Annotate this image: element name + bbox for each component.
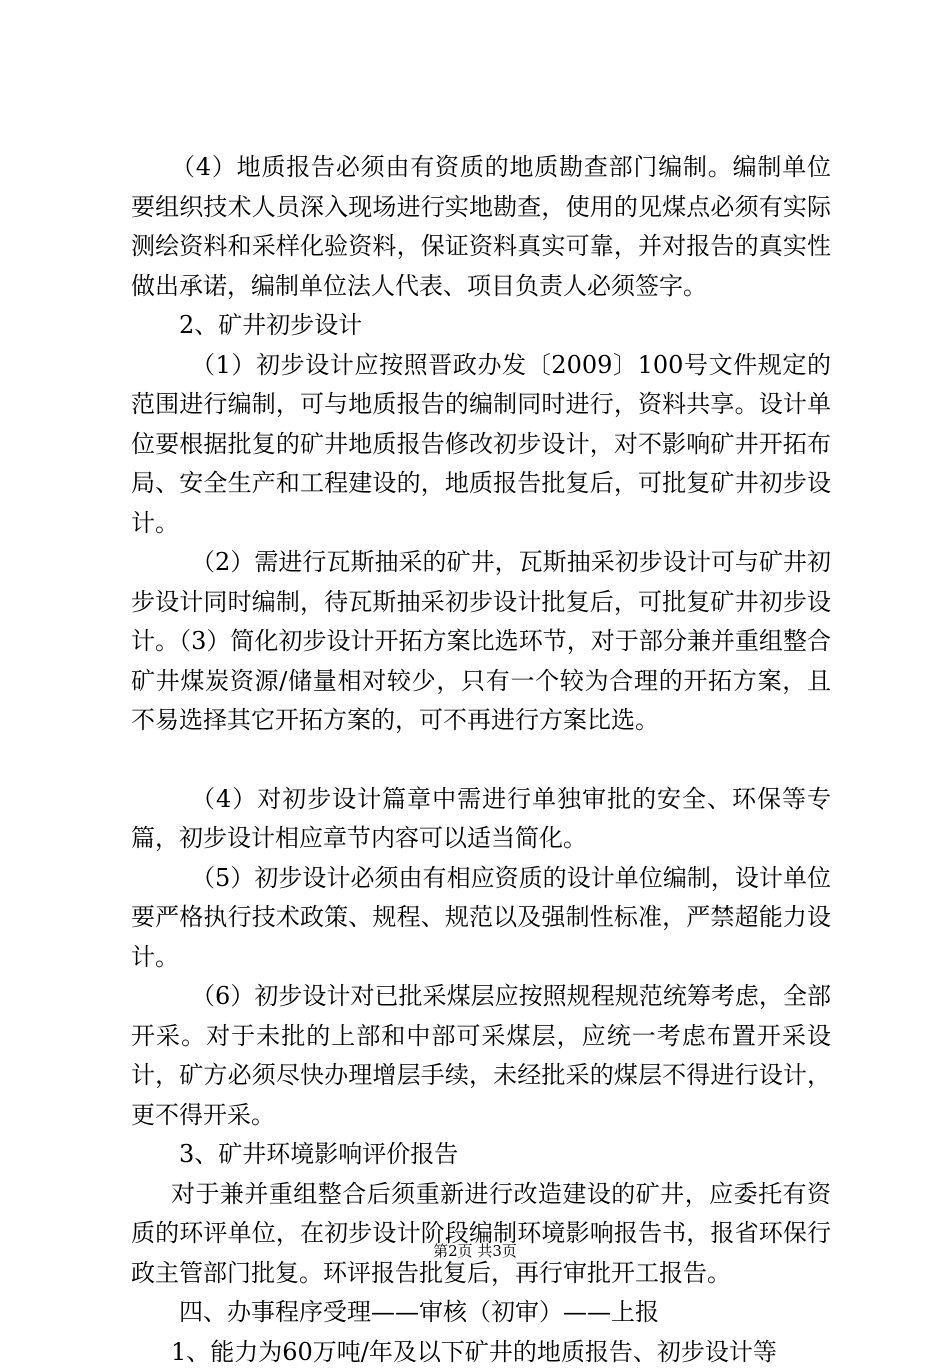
paragraph-coal-seam-mining: （6）初步设计对已批采煤层应按照规程规范统筹考虑，全部开采。对于未批的上部和中部可采煤层，应统一考虑布置开采设计，矿方必须尽快办理增层手续，未经批采的煤层不得进行设计，更不得开采。 [131,977,831,1135]
paragraph-special-chapters: （4）对初步设计篇章中需进行单独审批的安全、环保等专篇，初步设计相应章节内容可以适当简化。 [131,780,831,859]
section-heading-environmental-assessment: 3、矿井环境影响评价报告 [131,1135,831,1175]
paragraph-environmental-assessment: 对于兼并重组整合后须重新进行改造建设的矿井，应委托有资质的环评单位，在初步设计阶段编制环境影响报告书，报省环保行政主管部门批复。环评报告批复后，再行审批开工报告。 [131,1175,831,1294]
paragraph-capacity-60wt: 1、能力为60万吨/年及以下矿井的地质报告、初步设计等 [131,1333,831,1372]
page-number-footer: 第2页 共3页 [0,1241,950,1261]
section-heading-procedure: 四、办事程序受理——审核（初审）——上报 [131,1293,831,1333]
document-body [131,148,831,1372]
paragraph-geology-report-requirement: （4）地质报告必须由有资质的地质勘查部门编制。编制单位要组织技术人员深入现场进行实地勘查，使用的见煤点必须有实际测绘资料和采样化验资料，保证资料真实可靠，并对报告的真实性做出承诺，编制单位法人代表、项目负责人必须签字。 [131,148,831,306]
paragraph-design-scope: （1）初步设计应按照晋政办发〔2009〕100号文件规定的范围进行编制，可与地质报告的编制同时进行，资料共享。设计单位要根据批复的矿井地质报告修改初步设计，对不影响矿井开拓布局、安全生产和工程建设的，地质报告批复后，可批复矿井初步设计。 [131,346,831,544]
paragraph-design-unit-qualification: （5）初步设计必须由有相应资质的设计单位编制，设计单位要严格执行技术政策、规程、规范以及强制性标准，严禁超能力设计。 [131,859,831,978]
paragraph-gas-drainage-design: （2）需进行瓦斯抽采的矿井，瓦斯抽采初步设计可与矿井初步设计同时编制，待瓦斯抽采初步设计批复后，可批复矿井初步设计。（3）简化初步设计开拓方案比选环节，对于部分兼并重组整合矿井煤炭资源/储量相对较少，只有一个较为合理的开拓方案，且不易选择其它开拓方案的，可不再进行方案比选。 [131,543,831,741]
section-heading-mine-preliminary-design: 2、矿井初步设计 [131,306,831,346]
